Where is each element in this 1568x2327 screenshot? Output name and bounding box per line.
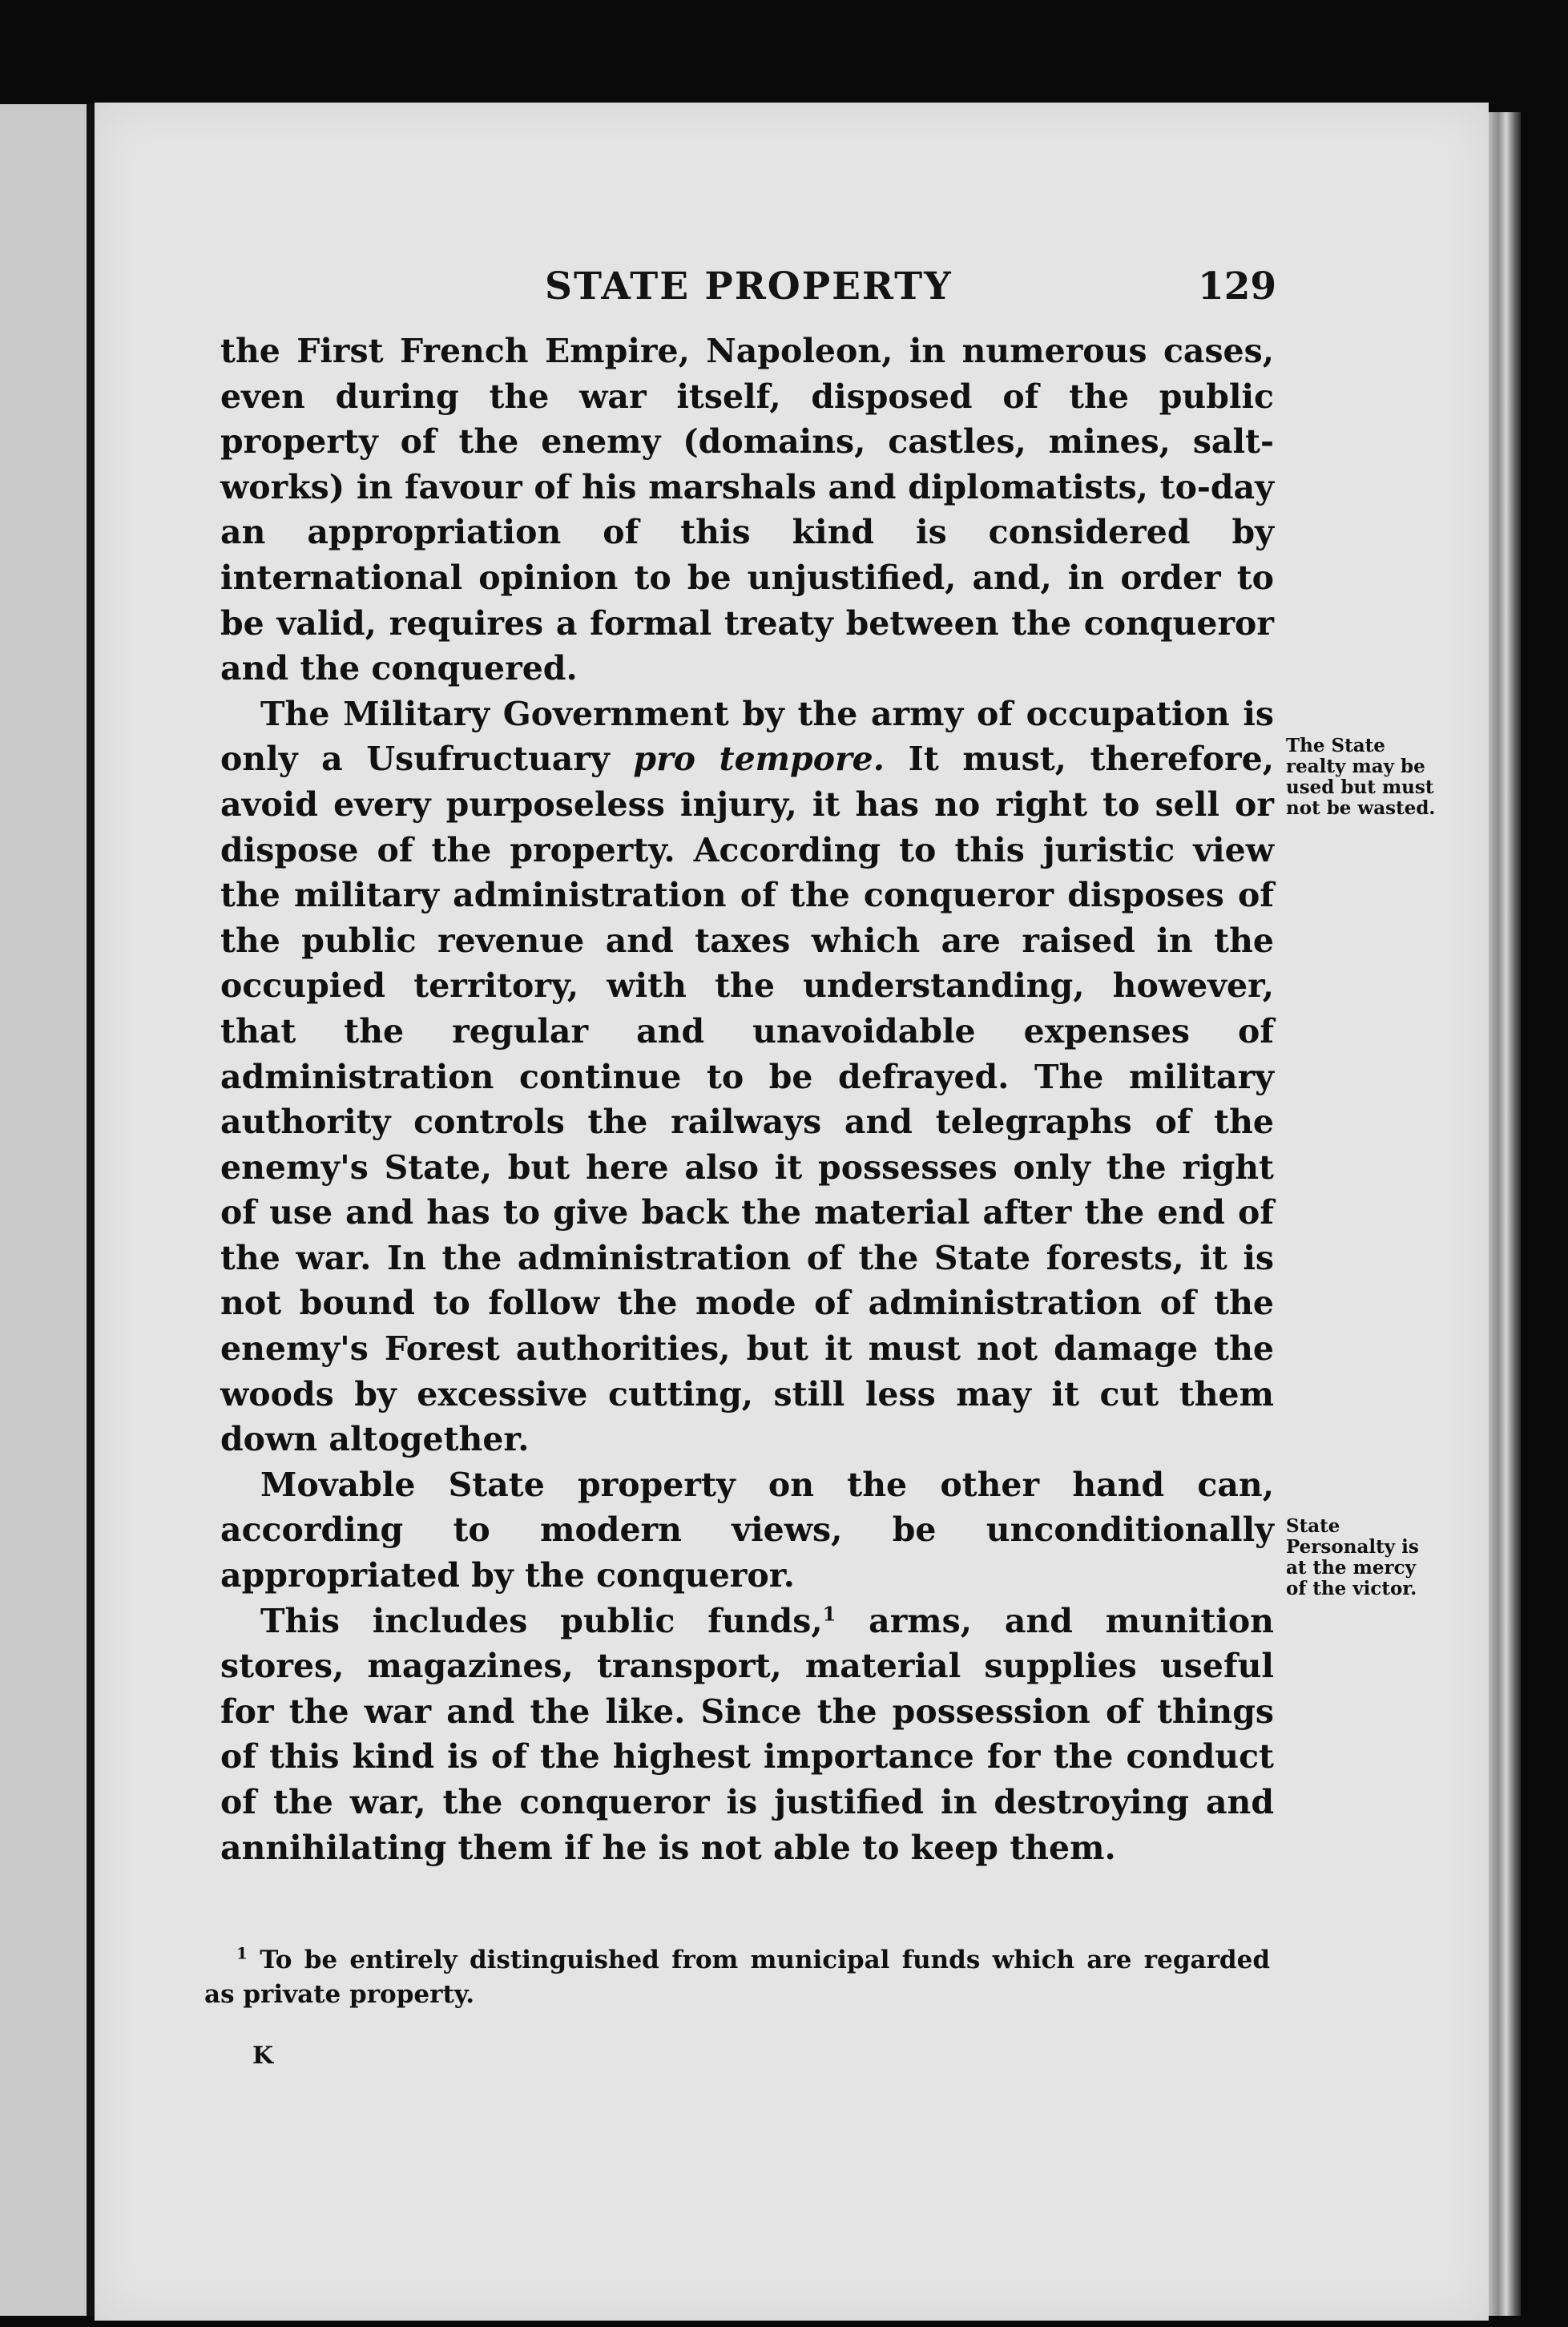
paragraph-2-rest: It must, therefore, avoid every purposeless injury, it has no right to sell or dispose of the property. According to this juristic view the military administration of the conqueror disposes of the public revenue and taxes which are raised in the occupied territory, with the understanding, however, that the regular and unavoidable expenses of administration continue to be defrayed. The military authority controls the railways and telegraphs of the enemy's State, but here also it possesses only the right of use and has to give back the material after the end of the war. In the administration of the State forests, it is not bound to follow the mode of administration of the enemy's Forest authorities, but it must not damage the woods by excessive cutting, still less may it cut them down altogether.	[220, 740, 1275, 1459]
italic-phrase: pro tempore.	[633, 740, 885, 779]
body-text	[220, 329, 1274, 1870]
footnote-marker: 1	[822, 1601, 836, 1625]
footnote	[204, 1943, 1270, 2012]
margin-note-personalty: State Personalty is at the mercy of the victor.	[1286, 1515, 1419, 1599]
paragraph-3: Movable State property on the other hand can, according to modern views, be unconditionally appropriated by the conqueror.	[220, 1465, 1274, 1595]
paragraph-1: the First French Empire, Napoleon, in numerous cases, even during the war itself, disposed of the public property of the enemy (domains, castles, mines, salt-works) in favour of his marshals and diplomatists, to-day an appropriation of this kind is considered by international opinion to be unjustified, and, in order to be valid, requires a formal treaty between the conqueror and the conquered.	[220, 332, 1274, 688]
margin-note-realty: The State realty may be used but must not be wasted.	[1286, 735, 1436, 819]
page-number: 129	[1198, 264, 1277, 309]
previous-page-edge	[0, 104, 95, 2316]
paragraph-2-start: The Military Government by the army of occupation is only a Usufructuary	[220, 694, 1274, 779]
footnote-text: To be entirely distinguished from municipal funds which are regarded as private property.	[204, 1946, 1271, 2009]
footnote-number: 1	[236, 1943, 248, 1963]
signature-mark: K	[252, 2042, 274, 2070]
page-stack-edge	[1489, 112, 1521, 2316]
paragraph-2	[220, 692, 1274, 1462]
paragraph-4	[220, 1599, 1274, 1871]
paragraph-4-start: This includes public funds,	[260, 1601, 823, 1640]
paragraph-4-rest: arms, and munition stores, magazines, transport, material supplies useful for the war and the like. Since the possession of things of this kind is of the highest importance for the conduct of the war, the conqueror is justified in destroying and annihilating them if he is not able to keep them.	[220, 1601, 1274, 1867]
running-title: STATE PROPERTY	[545, 264, 953, 309]
